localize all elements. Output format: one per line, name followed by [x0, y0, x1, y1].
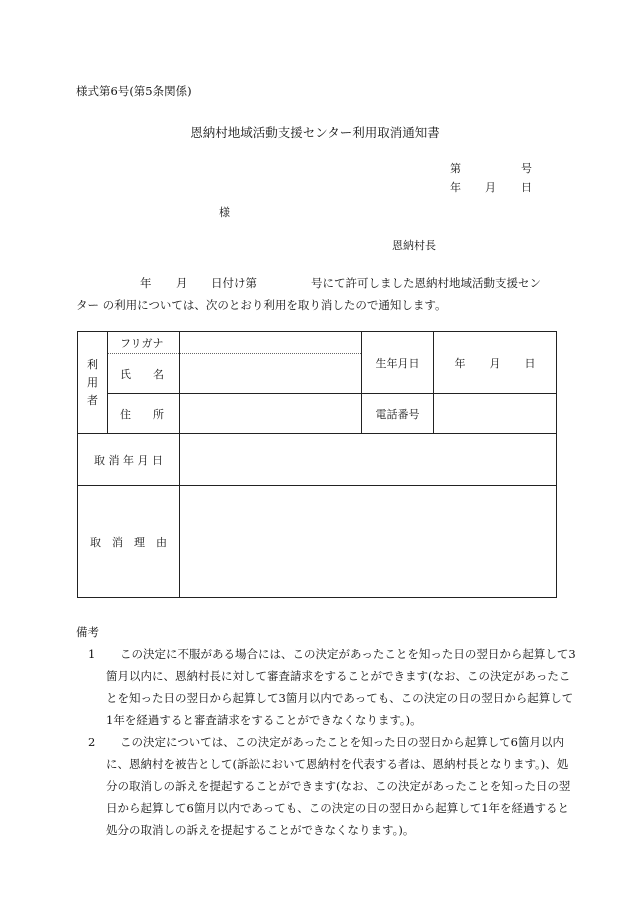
- cancel-date-label: 取 消 年 月 日: [78, 434, 180, 486]
- cancel-reason-field[interactable]: [180, 486, 557, 598]
- note-item: [76, 731, 576, 841]
- note-number: 1: [88, 647, 96, 661]
- user-info-table: [77, 331, 557, 598]
- birthdate-field[interactable]: 年 月 日: [434, 332, 557, 394]
- body-month: 月: [176, 276, 188, 290]
- addressee-suffix: 様: [219, 206, 230, 219]
- body-year: 年: [140, 276, 152, 290]
- body-day-ref: 日付け第: [211, 276, 257, 290]
- date-month: 月: [485, 181, 496, 194]
- issuer-name: 恩納村長: [392, 239, 436, 252]
- address-field[interactable]: [180, 394, 362, 434]
- note-number: 2: [88, 735, 96, 749]
- note-item: [76, 643, 576, 731]
- name-label: 氏 名: [108, 354, 180, 394]
- furigana-label: フリガナ: [108, 332, 180, 354]
- note-text: この決定に不服がある場合には、この決定があったことを知った日の翌日から起算して3箇月以内に、恩納村長に対して審査請求をすることができます(なお、この決定があったことを知った日の翌日から起算して3箇月以内であっても、この決定の日の翌日から起算して1年を経過すると審査請求をすることができなくなります。)。: [106, 647, 576, 727]
- number-prefix: 第: [450, 162, 461, 175]
- form-number: 様式第6号(第5条関係): [76, 84, 192, 98]
- name-field[interactable]: [180, 354, 362, 394]
- user-label: 利 用 者: [78, 332, 108, 434]
- phone-label: 電話番号: [362, 394, 434, 434]
- note-text: この決定については、この決定があったことを知った日の翌日から起算して6箇月以内に、恩納村を被告として(訴訟において恩納村を代表する者は、恩納村長となります。)、処分の取消しの訴えを提起することができます(なお、この決定があったことを知った日の翌日から起算して6箇月以内であっても、この決定の日の翌日から起算して1年を経過すると処分の取消しの訴えを提起することができなくなります。)。: [106, 735, 571, 837]
- address-label: 住 所: [108, 394, 180, 434]
- document-title: 恩納村地域活動支援センター利用取消通知書: [190, 125, 440, 140]
- furigana-field[interactable]: [180, 332, 362, 354]
- cancel-reason-label: 取 消 理 由: [78, 486, 180, 598]
- phone-field[interactable]: [434, 394, 557, 434]
- date-year: 年: [450, 181, 461, 194]
- notes-heading: 備考: [76, 625, 99, 639]
- birthdate-label: 生年月日: [362, 332, 434, 394]
- cancel-date-field[interactable]: [180, 434, 557, 486]
- notes-section: [76, 621, 576, 841]
- body-line1-rest: 号にて許可しました恩納村地域活動支援セン: [311, 276, 541, 290]
- body-line2: ター の利用については、次のとおり利用を取り消したので通知します。: [76, 298, 447, 312]
- date-day: 日: [521, 181, 532, 194]
- number-suffix: 号: [521, 162, 532, 175]
